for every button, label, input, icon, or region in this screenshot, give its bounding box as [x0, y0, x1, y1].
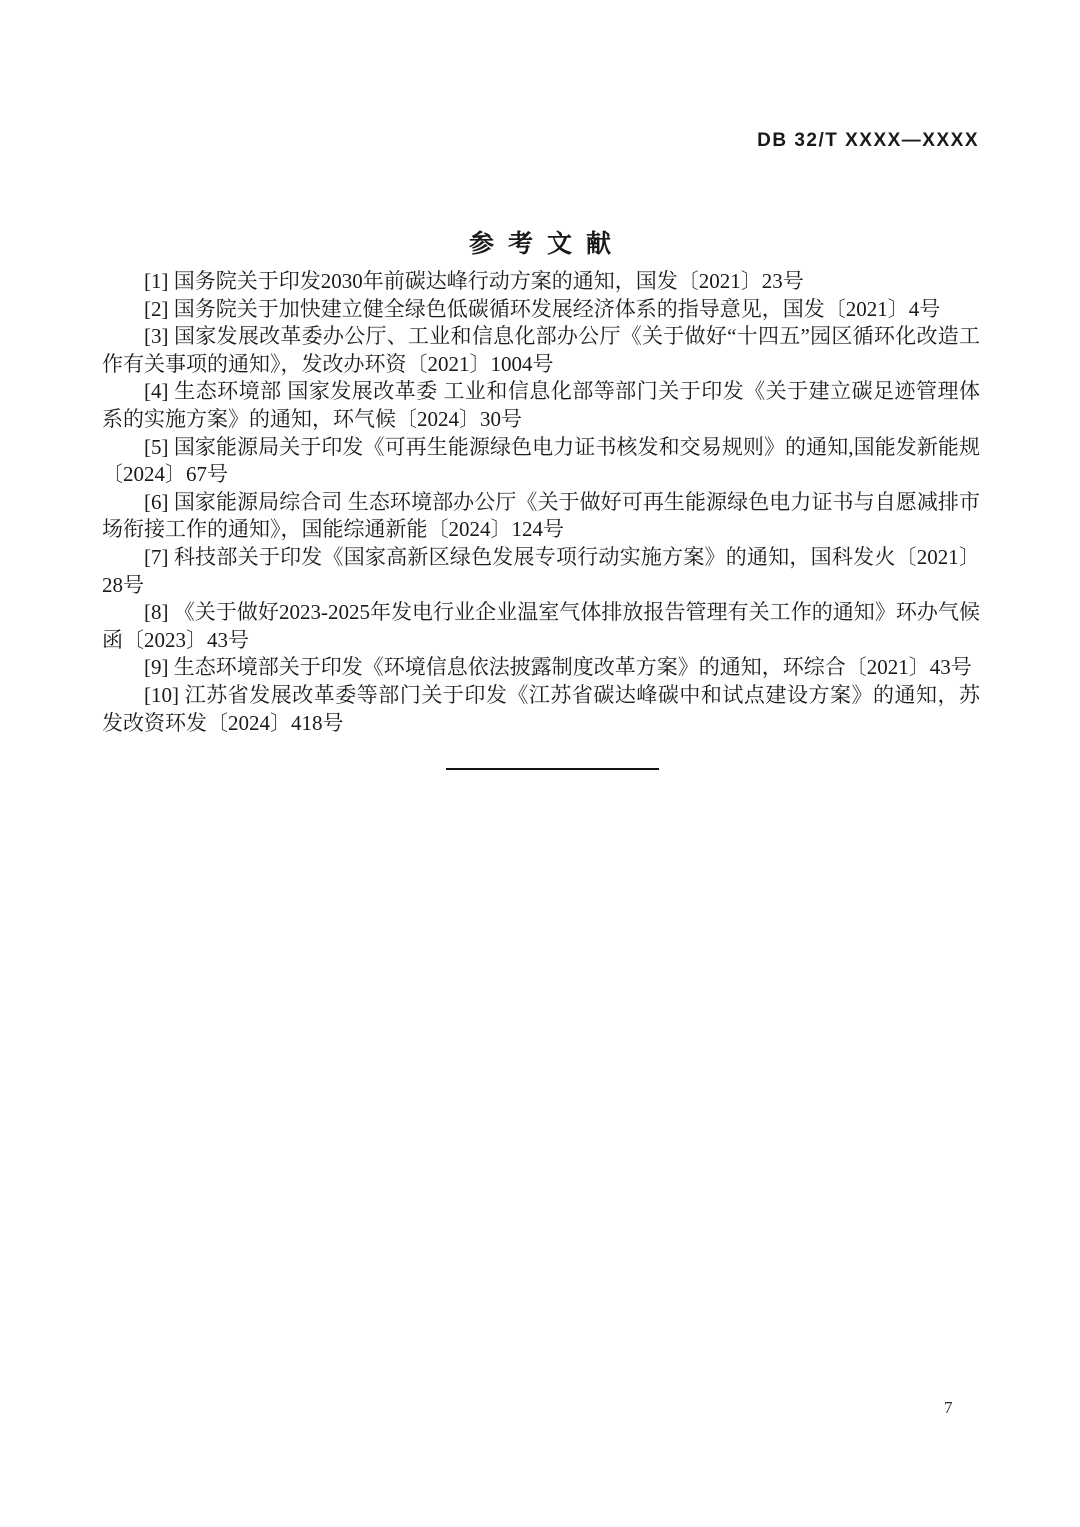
reference-item: [6] 国家能源局综合司 生态环境部办公厅《关于做好可再生能源绿色电力证书与自愿减排市场衔接工作的通知》，国能综通新能〔2024〕124号	[102, 489, 980, 542]
page-number: 7	[944, 1398, 953, 1417]
reference-item: [1] 国务院关于印发2030年前碳达峰行动方案的通知，国发〔2021〕23号	[144, 269, 804, 293]
reference-item: [4] 生态环境部 国家发展改革委 工业和信息化部等部门关于印发《关于建立碳足迹管理体系的实施方案》的通知，环气候〔2024〕30号	[102, 379, 980, 431]
reference-item: [3] 国家发展改革委办公厅、工业和信息化部办公厅《关于做好“十四五”园区循环化改造工作有关事项的通知》，发改办环资〔2021〕1004号	[102, 324, 980, 376]
reference-item: [9] 生态环境部关于印发《环境信息依法披露制度改革方案》的通知，环综合〔2021〕43号	[144, 655, 972, 680]
reference-item: [8] 《关于做好2023-2025年发电行业企业温室气体排放报告管理有关工作的通知》环办气候函〔2023〕43号	[102, 600, 980, 652]
reference-item: [2] 国务院关于加快建立健全绿色低碳循环发展经济体系的指导意见，国发〔2021〕4号	[144, 296, 941, 321]
reference-item: [7] 科技部关于印发《国家高新区绿色发展专项行动实施方案》的通知，国科发火〔2021〕28号	[102, 544, 980, 597]
reference-item: [5] 国家能源局关于印发《可再生能源绿色电力证书核发和交易规则》的通知,国能发新能规〔2024〕67号	[102, 434, 980, 487]
end-of-document-rule	[446, 768, 659, 770]
references-title: 参考文献	[468, 230, 625, 258]
document-code-header: DB 32/T XXXX—XXXX	[757, 130, 979, 151]
references-list	[102, 268, 980, 737]
reference-item: [10] 江苏省发展改革委等部门关于印发《江苏省碳达峰碳中和试点建设方案》的通知，苏发改资环发〔2024〕418号	[102, 682, 980, 735]
